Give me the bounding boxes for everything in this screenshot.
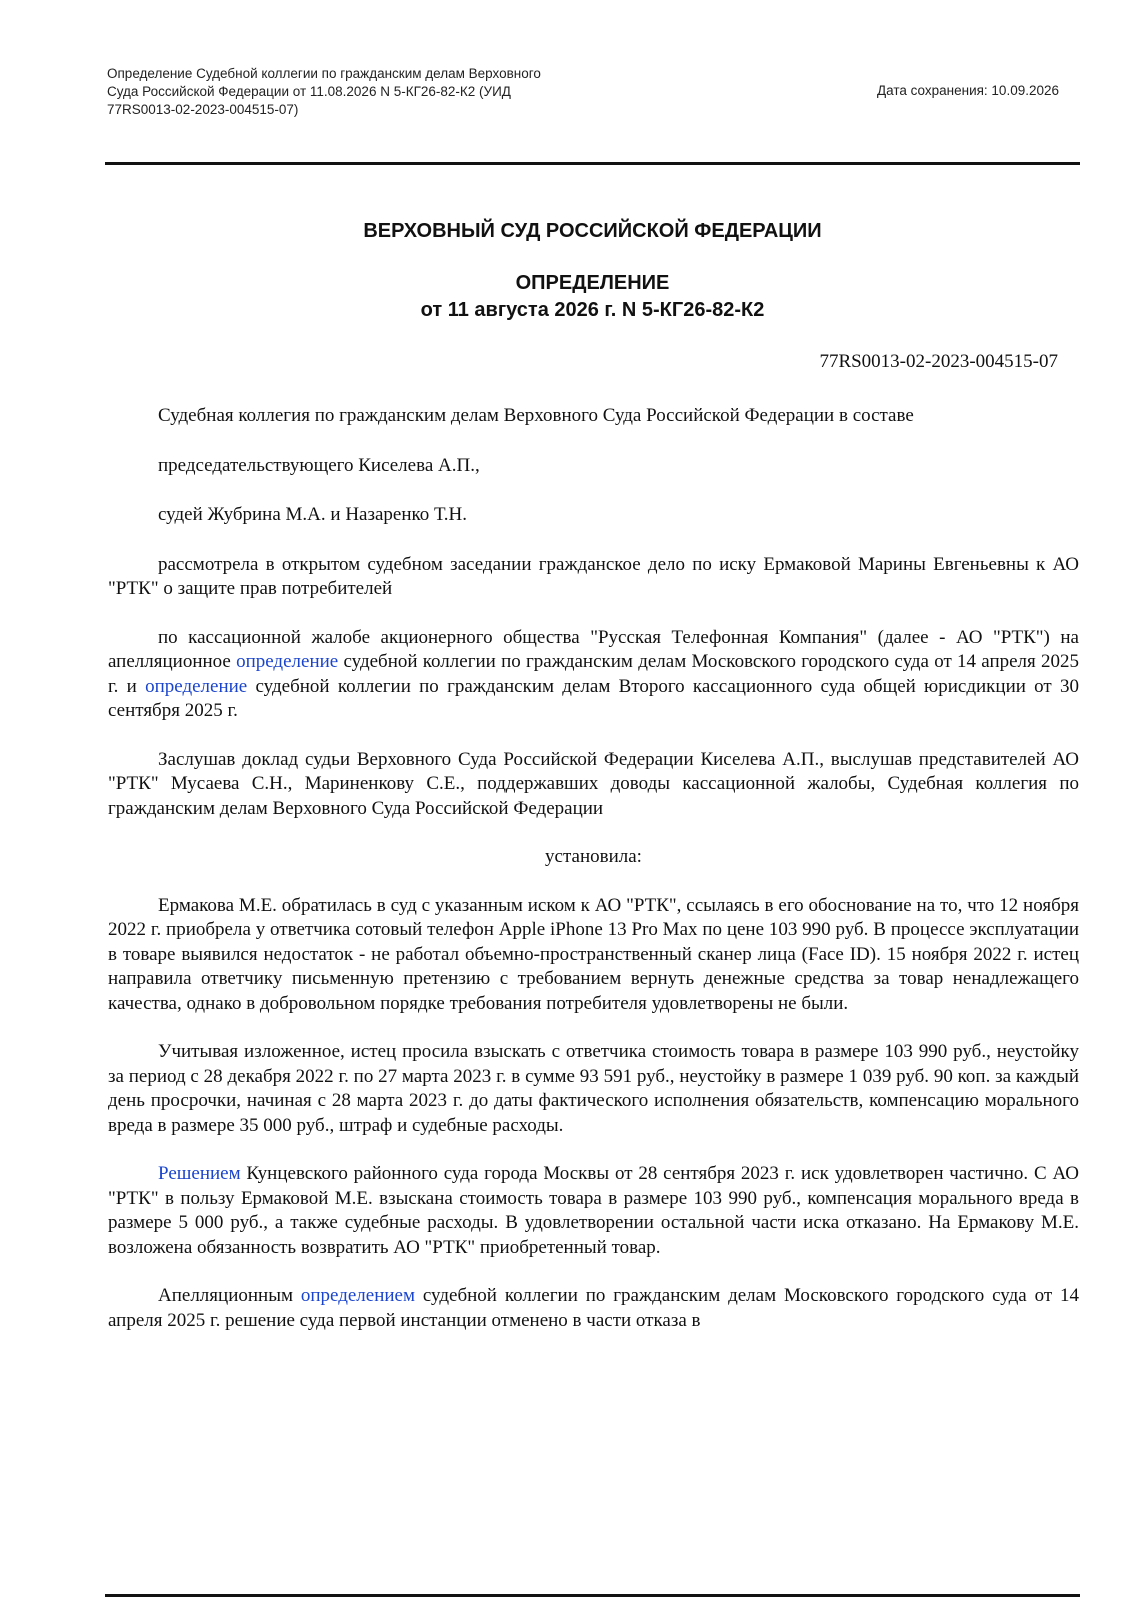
saved-date: Дата сохранения: 10.09.2026 bbox=[876, 83, 1059, 98]
paragraph-case-description: рассмотрела в открытом судебном заседании гражданское дело по иску Ермаковой Марины Евгеньевны к АО "РТК" о защите прав потребителей bbox=[108, 553, 1079, 599]
cassation-ruling-link[interactable]: определение bbox=[145, 675, 248, 697]
paragraph-appeal-instance bbox=[108, 1284, 1079, 1333]
paragraph-claim-demands: Учитывая изложенное, истец просила взыскать с ответчика стоимость товара в размере 103 990 руб., неустойку за период с 28 декабря 2022 г. по 27 марта 2023 г. в сумме 93 591 руб., неустойку в размере 1 039 руб. 90 коп. за каждый день просрочки, начиная с 28 марта 2023 г. до даты фактического исполнения обязательств, компенсацию морального вреда в размере 35 000 руб., штраф и судебные расходы. bbox=[108, 1041, 1079, 1136]
paragraph-claim-basis: Ермакова М.Е. обратилась в суд с указанным иском к АО "РТК", ссылаясь в его обоснование на то, что 12 ноября 2022 г. приобрела у ответчика сотовый телефон Apple iPhone 13 Pro Max по цене 103 990 руб. В процессе эксплуатации в товаре выявился недостаток - не работал объемно-пространственный сканер лица (Face ID). 15 ноября 2022 г. истец направила ответчику письменную претензию с требованием вернуть денежные средства за товар ненадлежащего качества, однако в добровольном порядке требования потребителя удовлетворены не были. bbox=[108, 894, 1079, 1014]
document-subtitle: от 11 августа 2026 г. N 5-КГ26-82-К2 bbox=[420, 299, 765, 321]
paragraph-hearing: Заслушав доклад судьи Верховного Суда Российской Федерации Киселева А.П., выслушав представителей АО "РТК" Мусаева С.Н., Мариненкову С.Е., поддержавших доводы кассационной жалобы, Судебная коллегия по гражданским делам Верховного Суда Российской Федерации bbox=[108, 748, 1079, 819]
header-divider bbox=[105, 162, 1080, 165]
case-uid: 77RS0013-02-2023-004515-07 bbox=[819, 351, 1058, 372]
appeal-ruling-link[interactable]: определение bbox=[236, 651, 339, 672]
paragraph-text: судебной коллегии по гражданским делам Московского городского суда от 14 апреля 2025 г. решение суда первой инстанции отменено в части отказа в bbox=[108, 1285, 1079, 1331]
source-line-3: 77RS0013-02-2023-004515-07) bbox=[107, 102, 299, 117]
paragraph-text: судебной коллегии по гражданским делам Второго кассационного суда общей юрисдикции от 30 сентября 2025 г. bbox=[108, 675, 1079, 721]
paragraph-first-instance bbox=[108, 1162, 1079, 1260]
appeal-determination-link[interactable]: определением bbox=[300, 1285, 416, 1306]
document-source-header bbox=[107, 65, 627, 119]
document-title: ОПРЕДЕЛЕНИЕ bbox=[515, 272, 670, 294]
paragraph-judges: судей Жубрина М.А. и Назаренко Т.Н. bbox=[158, 504, 467, 525]
paragraph-text: судебной коллегии по гражданским делам Московского городского суда от 14 апреля 2025 г. и bbox=[108, 651, 1080, 697]
source-line-2: Суда Российской Федерации от 11.08.2026 N 5-КГ26-82-К2 (УИД bbox=[107, 84, 511, 99]
paragraph-text: по кассационной жалобе акционерного общества "Русская Телефонная Компания" (далее - АО "РТК") на апелляционное bbox=[108, 626, 1079, 672]
document-body bbox=[108, 404, 1079, 1333]
document-title-block bbox=[105, 270, 1080, 324]
source-line-1: Определение Судебной коллегии по гражданским делам Верховного bbox=[107, 66, 541, 81]
paragraph-text: Кунцевского районного суда города Москвы от 28 сентября 2023 г. иск удовлетворен частично. С АО "РТК" в пользу Ермаковой М.Е. взыскана стоимость товара в размере 103 990 руб., компенсация морального вреда в размере 5 000 руб., а также судебные расходы. В удовлетворении остальной части иска отказано. На Ермакову М.Е. возложена обязанность возвратить АО "РТК" приобретенный товар. bbox=[108, 1163, 1079, 1258]
paragraph-text: Апелляционным bbox=[158, 1285, 301, 1306]
decision-link[interactable]: Решением bbox=[158, 1163, 241, 1184]
court-name: ВЕРХОВНЫЙ СУД РОССИЙСКОЙ ФЕДЕРАЦИИ bbox=[363, 220, 822, 242]
paragraph-presiding-judge: председательствующего Киселева А.П., bbox=[158, 454, 480, 476]
paragraph-panel-intro: Судебная коллегия по гражданским делам Верховного Суда Российской Федерации в составе bbox=[158, 405, 914, 426]
paragraph-cassation-appeal bbox=[108, 626, 1079, 724]
footer-divider bbox=[105, 1594, 1080, 1597]
established-heading: установила: bbox=[545, 846, 642, 867]
